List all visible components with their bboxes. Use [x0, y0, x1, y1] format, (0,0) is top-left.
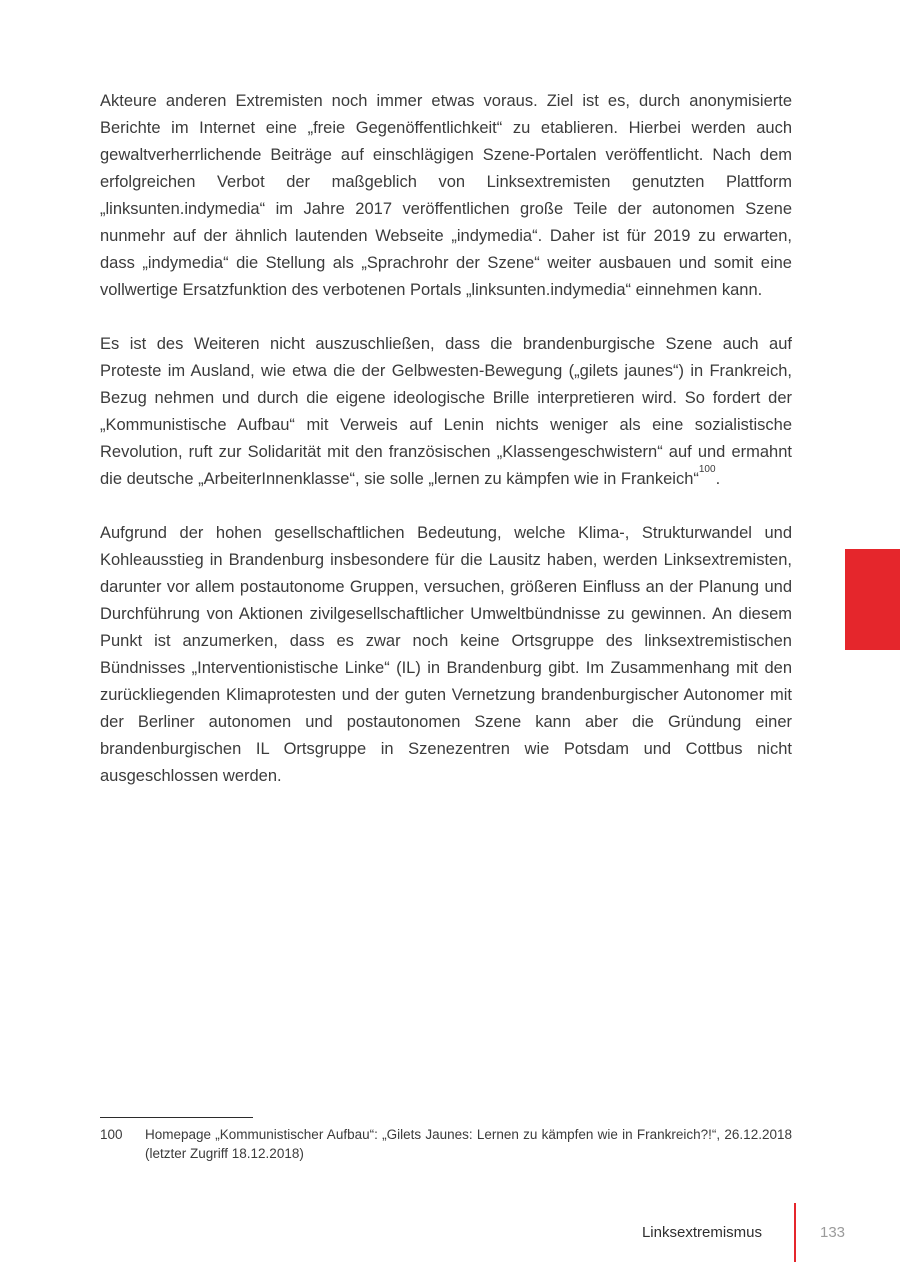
paragraph-text: Es ist des Weiteren nicht auszuschließen, dass die brandenburgische Szene auch auf Proteste im Ausland, wie etwa die der Gelbwesten-Bewegung („gilets jaunes“) in Frankreich, Bezug nehmen und durch die eigene ideologische Brille interpretieren wird. So fordert der „Kommunistische Aufbau“ mit Verweis auf Lenin nichts weniger als eine sozialistische Revolution, ruft zur Solidarität mit den französischen „Klassengeschwistern“ auf und ermahnt die deutsche „ArbeiterInnenklasse“, sie solle „lernen zu kämpfen wie in Frankeich“ — [100, 335, 792, 488]
paragraph: Akteure anderen Extremisten noch immer etwas voraus. Ziel ist es, durch anonymisierte Berichte im Internet eine „freie Gegenöffentlichkeit“ zu etablieren. Hierbei werden auch gewaltverherrlichende Beiträge auf einschlägigen Szene-Portalen veröffentlicht. Nach dem erfolgreichen Verbot der maßgeblich von Linksextremisten genutzten Plattform „linksunten.indymedia“ im Jahre 2017 veröffentlichen große Teile der autonomen Szene nunmehr auf der ähnlich lautenden Webseite „indymedia“. Daher ist für 2019 zu erwarten, dass „indymedia“ die Stellung als „Sprachrohr der Szene“ weiter ausbauen und somit eine vollwertige Ersatzfunktion des verbotenen Portals „linksunten.indymedia“ einnehmen kann. — [100, 92, 792, 299]
footnote-divider — [100, 1117, 253, 1118]
footnote-number: 100 — [100, 1127, 123, 1142]
footnote-reference: 100 — [698, 463, 716, 475]
chapter-edge-marker — [845, 549, 900, 650]
footnote — [100, 1125, 792, 1163]
paragraph: Aufgrund der hohen gesellschaftlichen Bedeutung, welche Klima-, Strukturwandel und Kohleausstieg in Brandenburg insbesondere für die Lausitz haben, werden Linksextremisten, darunter vor allem postautonome Gruppen, versuchen, größeren Einfluss an der Planung und Durchführung von Aktionen zivilgesellschaftlicher Umweltbündnisse zu gewinnen. An diesem Punkt ist anzumerken, dass es zwar noch keine Ortsgruppe des linksextremistischen Bündnisses „Interventionistische Linke“ (IL) in Brandenburg gibt. Im Zusammenhang mit den zurückliegenden Klimaprotesten und der guten Vernetzung brandenburgischer Autonomer mit der Berliner autonomen und postautonomen Szene kann aber die Gründung einer brandenburgischen IL Ortsgruppe in Szenezentren wie Potsdam und Cottbus nicht ausgeschlossen werden. — [100, 524, 792, 785]
footer-divider — [794, 1203, 796, 1262]
body-text — [100, 88, 792, 817]
footnote-text: Homepage „Kommunistischer Aufbau“: „Gilets Jaunes: Lernen zu kämpfen wie in Frankreich?!“, 26.12.2018 (letzter Zugriff 18.12.2018) — [145, 1127, 792, 1161]
paragraph-text: . — [715, 470, 721, 488]
paragraph — [100, 331, 792, 493]
page-number: 133 — [820, 1224, 846, 1241]
footer-chapter-title: Linksextremismus — [641, 1224, 762, 1241]
